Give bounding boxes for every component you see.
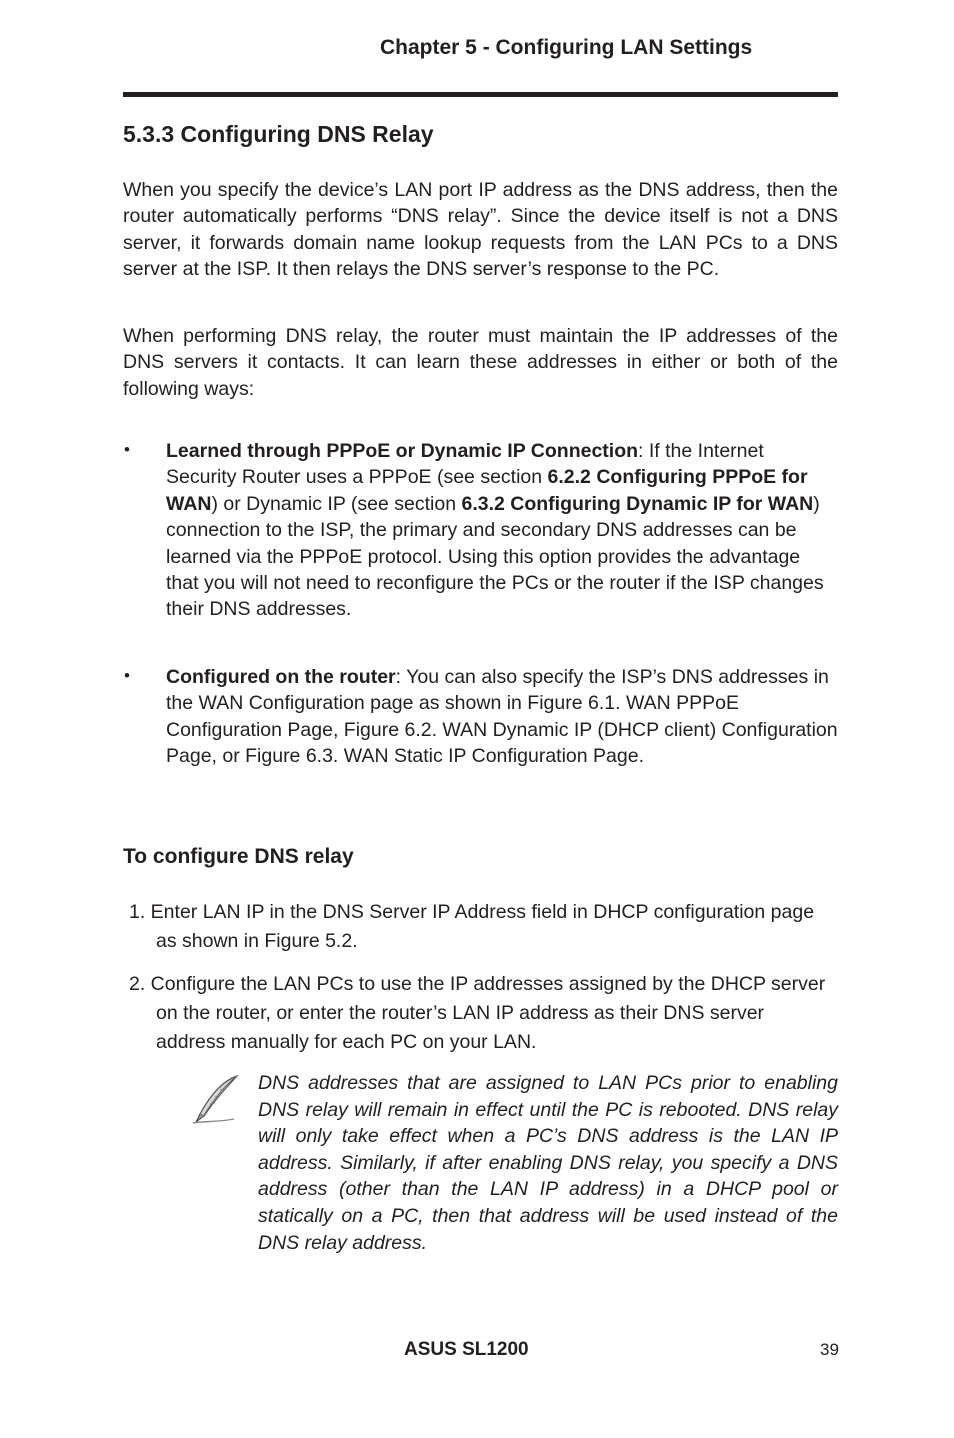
pen-note-icon bbox=[190, 1074, 242, 1126]
header-rule bbox=[123, 92, 838, 97]
procedure-title: To configure DNS relay bbox=[123, 845, 354, 868]
bullet-configured-on-router bbox=[166, 664, 838, 770]
page-number: 39 bbox=[820, 1340, 839, 1359]
chapter-header: Chapter 5 - Configuring LAN Settings bbox=[380, 36, 753, 59]
bullet-lead: Learned through PPPoE or Dynamic IP Connection bbox=[166, 440, 639, 462]
bullet-text: ) connection to the ISP, the primary and secondary DNS addresses can be learned via the PPPoE protocol. Using this option provides the advantage that you will not need to reconfigure the PCs or the router if the ISP changes their DNS addresses. bbox=[166, 492, 824, 621]
section-title: 5.3.3 Configuring DNS Relay bbox=[123, 121, 434, 147]
procedure-step-1: 1. Enter LAN IP in the DNS Server IP Address field in DHCP configuration page as shown in Figure 5.2. bbox=[129, 901, 815, 952]
bullet-lead: Configured on the router bbox=[166, 666, 396, 688]
bullet-text: ) or Dynamic IP (see section bbox=[211, 492, 462, 515]
bullet-marker: • bbox=[124, 666, 130, 685]
section-reference: 6.3.2 Configuring Dynamic IP for WAN bbox=[461, 492, 814, 515]
ways-paragraph: When performing DNS relay, the router must maintain the IP addresses of the DNS servers it contacts. It can learn these addresses in either or both of the following ways: bbox=[123, 325, 838, 400]
note-text: DNS addresses that are assigned to LAN PCs prior to enabling DNS relay will remain in effect until the PC is rebooted. DNS relay will only take effect when a PC’s DNS address is the LAN IP address. Similarly, if after enabling DNS relay, you specify a DNS address (other than the LAN IP address) in a DHCP pool or statically on a PC, then that address will be used instead of the DNS relay address. bbox=[258, 1072, 838, 1254]
footer-product-name: ASUS SL1200 bbox=[404, 1339, 529, 1360]
intro-paragraph: When you specify the device’s LAN port IP address as the DNS address, then the router automatically performs “DNS relay”. Since the device itself is not a DNS server, it forwards domain name lookup requests from the LAN PCs to a DNS server at the ISP. It then relays the DNS server’s response to the PC. bbox=[123, 179, 838, 281]
bullet-text: : You can also specify the ISP’s DNS addresses in the WAN Configuration page as shown in Figure 6.1. WAN PPPoE Configuration Page, Figure 6.2. WAN Dynamic IP (DHCP client) Configuration Page, or Figure 6.3. WAN Static IP Configuration Page. bbox=[166, 666, 838, 768]
section-reference: 6.2.2 Configuring PPPoE for WAN bbox=[166, 466, 808, 515]
bullet-text: : If the Internet Security Router uses a PPPoE (see section bbox=[166, 440, 764, 489]
procedure-step-2: 2. Configure the LAN PCs to use the IP addresses assigned by the DHCP server on the router, or enter the router’s LAN IP address as their DNS server address manually for each PC on your LAN. bbox=[129, 973, 826, 1053]
bullet-learned-via-pppoe bbox=[166, 438, 838, 623]
bullet-marker: • bbox=[124, 440, 130, 459]
